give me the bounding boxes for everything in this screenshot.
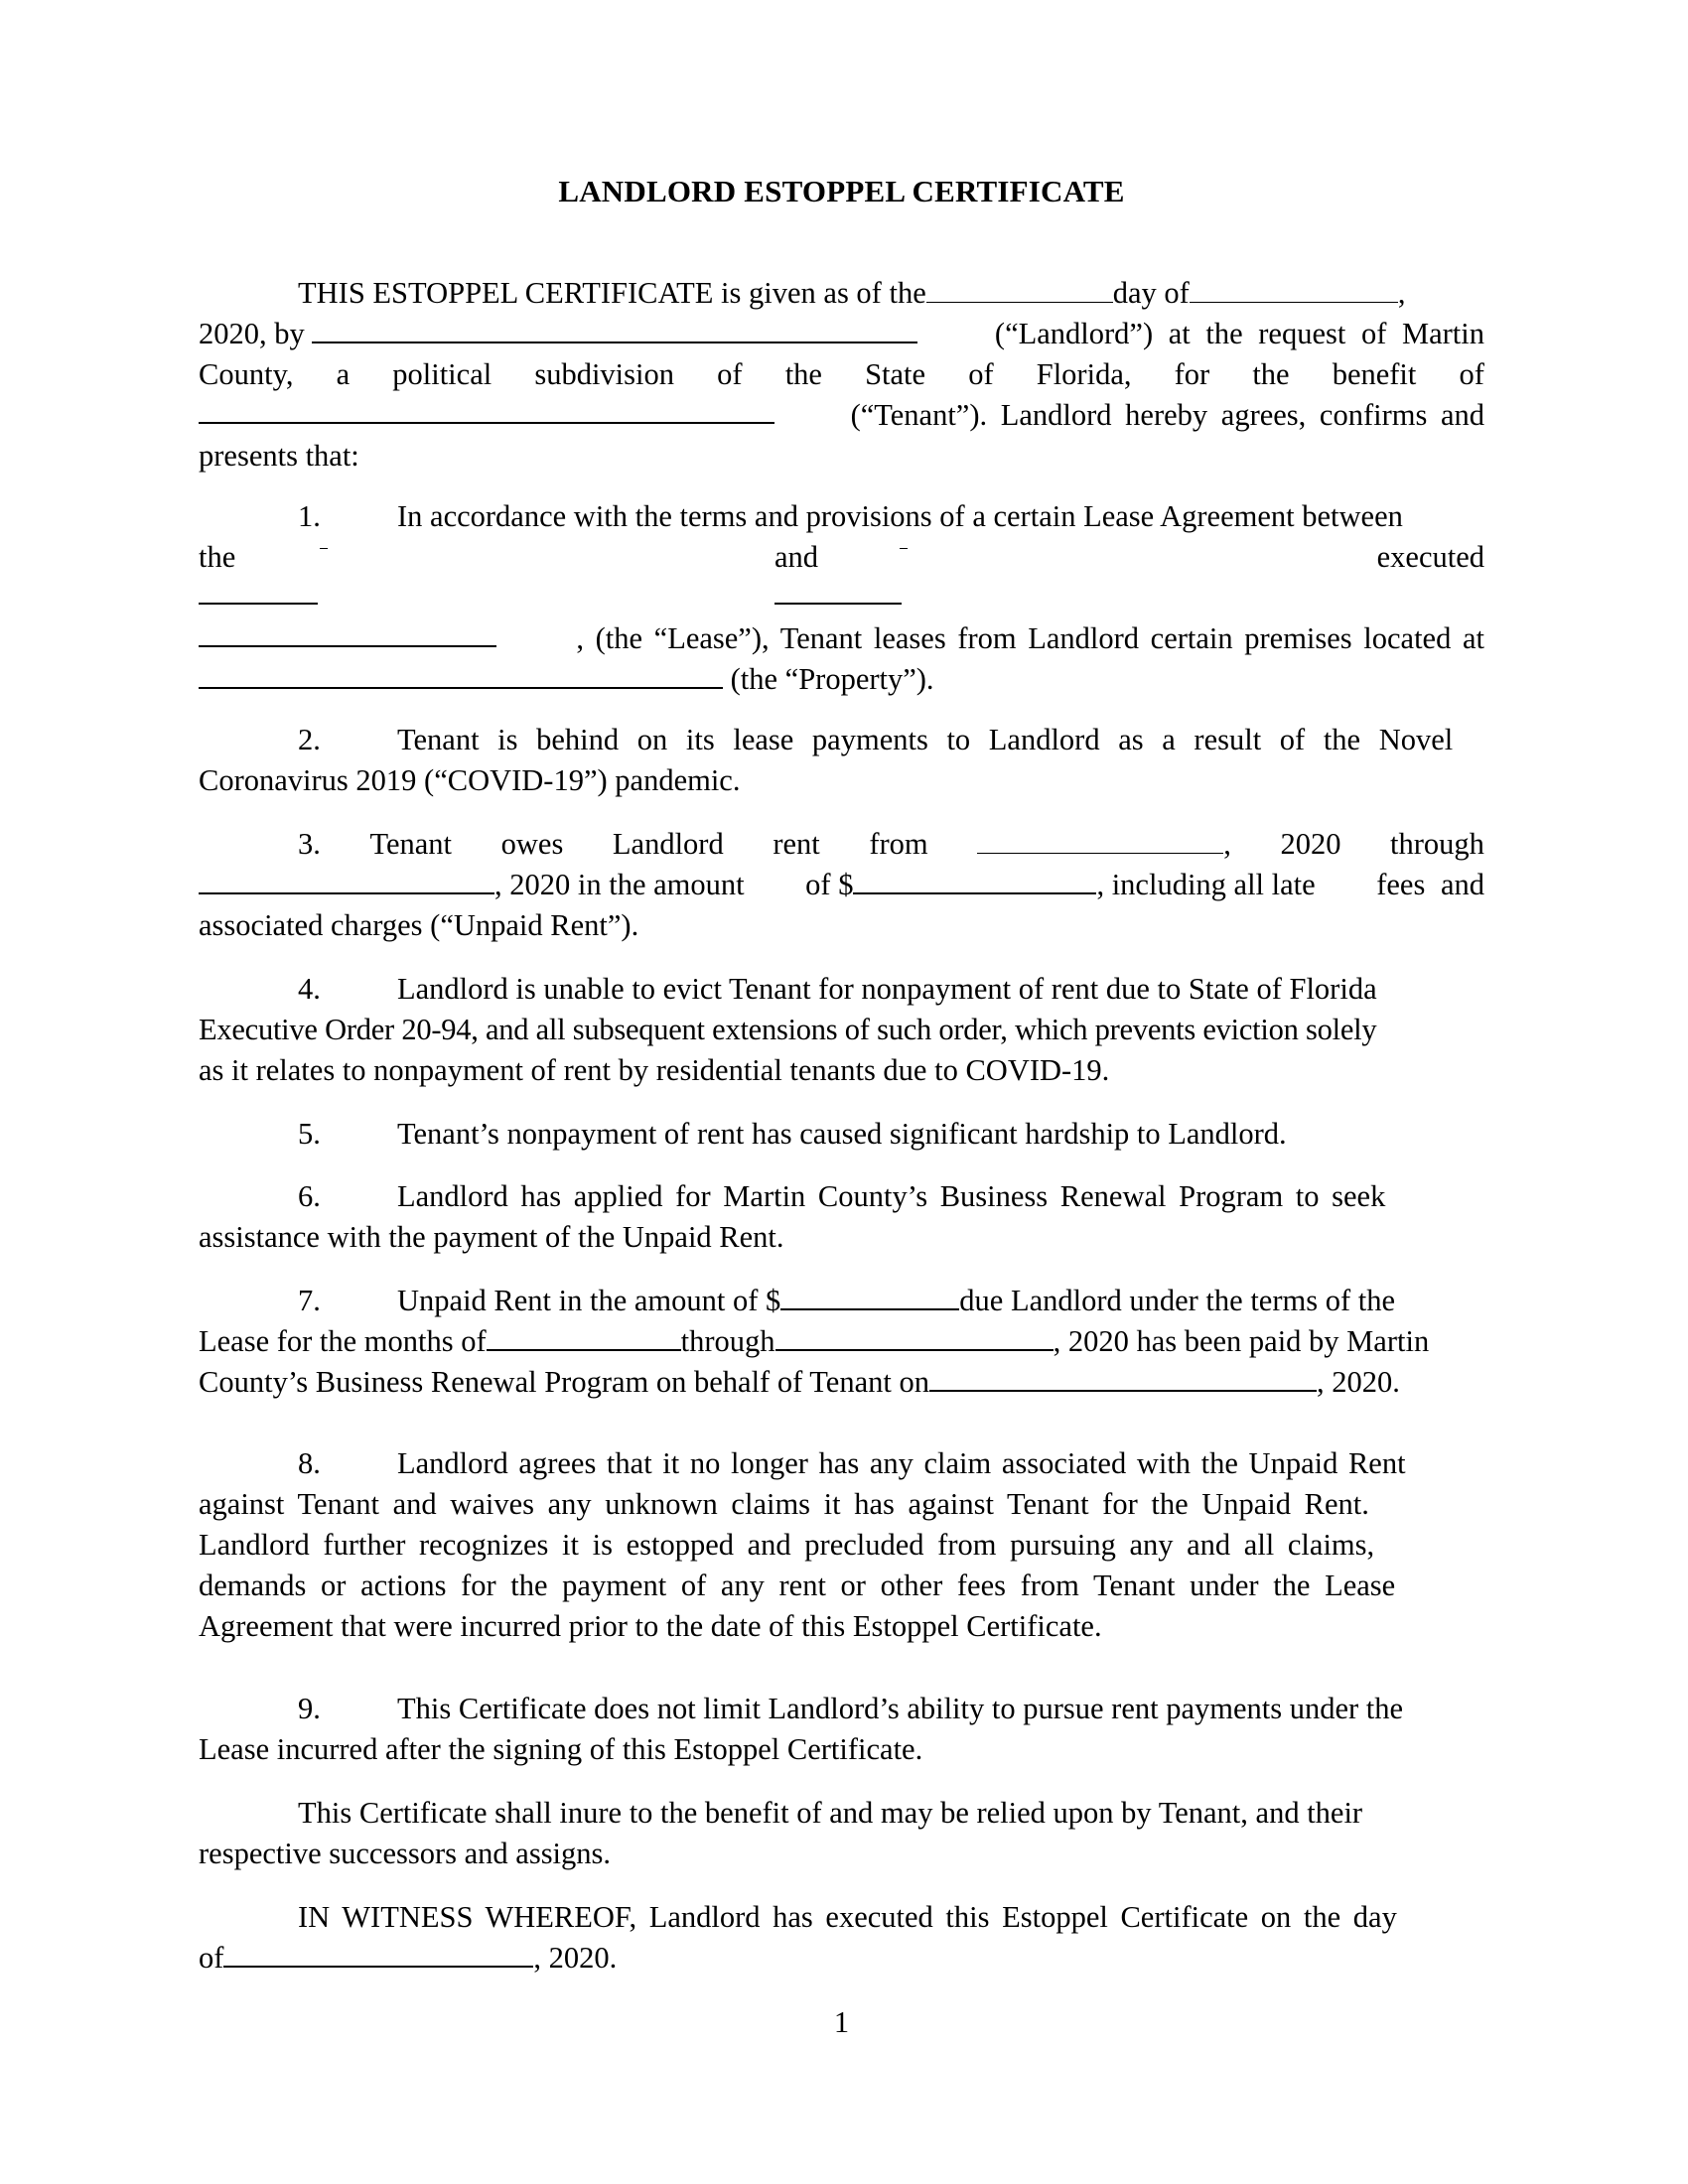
document-page [199,0,1484,2184]
rent-through-blank[interactable] [199,866,494,894]
paid-amount-blank[interactable] [780,1282,959,1310]
witness-paragraph: IN WITNESS WHEREOF, Landlord has executed this Estoppel Certificate on the day of , 2020. [199,1900,1397,1975]
intro-line-3: County, a political subdivision of the State of Florida, for the benefit of [199,357,1484,391]
months-from-blank[interactable] [487,1322,681,1351]
month-blank[interactable] [1190,275,1398,303]
property-address-blank[interactable] [199,660,723,689]
rent-amount-blank[interactable] [853,866,1096,894]
rent-from-blank[interactable] [977,826,1223,854]
lease-date-blank[interactable] [199,618,496,647]
lessee-blank[interactable] [774,576,902,605]
benefit-paragraph: This Certificate shall inure to the benefit of and may be relied upon by Tenant, and their respective successors and assigns. [199,1796,1363,1870]
intro-paragraph [199,273,1484,477]
document-title: LANDLORD ESTOPPEL CERTIFICATE [558,174,1125,208]
paragraph-9: 9. This Certificate does not limit Landlord’s ability to pursue rent payments under the Lease incurred after the signing of this Estoppel Certificate. [199,1692,1404,1766]
day-blank[interactable] [926,275,1113,303]
intro-line-1: THIS ESTOPPEL CERTIFICATE is given as of the day of , [298,276,1406,310]
page-number: 1 [833,2005,850,2039]
paragraph-7: 7. Unpaid Rent in the amount of $ due Landlord under the terms of the Lease for the months of through , 2020 has been paid by Martin County’s Business Renewal Program on behalf of Tenant on , 2020. [199,1281,1484,1403]
paragraph-1: 1. In accordance with the terms and provisions of a certain Lease Agreement between the and executed , (the “Lease”), Tenant leases from Landlord certain premises located at (the “Property”). [199,499,1484,696]
landlord-name-blank[interactable] [312,315,917,343]
intro-line-4: (“Tenant”). Landlord hereby agrees, confirms and [199,395,1484,436]
paragraph-3: 3. Tenant owes Landlord rent from , 2020 through , 2020 in the amount of $ , including all late fees and associated charges (“Unpaid Rent”). [199,827,1484,942]
paragraph-4: 4. Landlord is unable to evict Tenant for nonpayment of rent due to State of Florida Executive Order 20-94, and all subsequent extensions of such order, which prevents eviction solely as it relates to nonpayment of rent by residential tenants due to COVID-19. [199,972,1377,1087]
paragraph-6: 6. Landlord has applied for Martin County’s Business Renewal Program to seek assistance with the payment of the Unpaid Rent. [199,1179,1386,1254]
lessor-blank[interactable] [199,576,318,605]
months-through-blank[interactable] [775,1322,1054,1351]
witness-date-blank[interactable] [223,1939,533,1968]
tenant-name-blank[interactable] [199,395,774,424]
paragraph-2: 2. Tenant is behind on its lease payments to Landlord as a result of the Novel Coronavirus 2019 (“COVID-19”) pandemic. [199,723,1454,797]
paragraph-5: 5. Tenant’s nonpayment of rent has caused significant hardship to Landlord. [298,1117,1287,1151]
intro-line-2: 2020, by (“Landlord”) at the request of Martin [199,314,1484,354]
paid-date-blank[interactable] [929,1363,1317,1392]
intro-line-5: presents that: [199,439,359,473]
paragraph-8: 8. Landlord agrees that it no longer has any claim associated with the Unpaid Rent against Tenant and waives any unknown claims it has against Tenant for the Unpaid Rent. Landlord further recognizes it is estopped and precluded from pursuing any and all claims, demands or actions for the payment of any rent or other fees from Tenant under the Lease Agreement that were incurred prior to the date of this Estoppel Certificate. [199,1446,1406,1643]
